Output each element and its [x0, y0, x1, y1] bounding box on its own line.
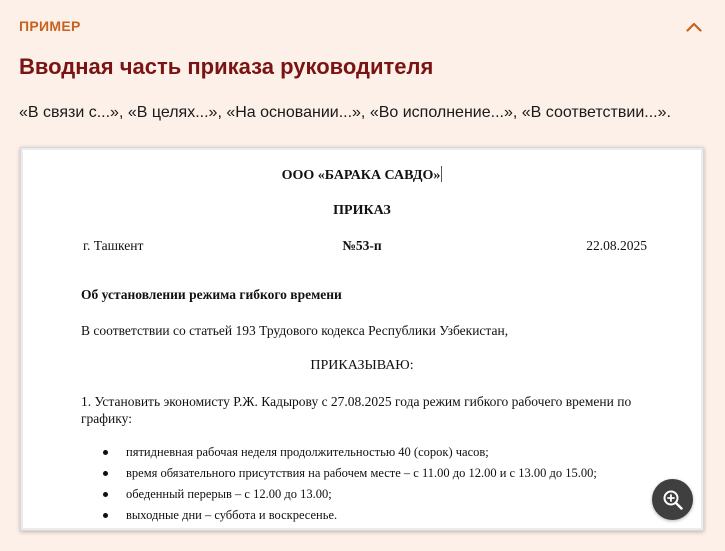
document-subject: Об установлении режима гибкого времени [81, 287, 342, 302]
document-basis: В соответствии со статьей 193 Трудового кодекса Республики Узбекистан, [81, 323, 509, 338]
organization-name-text: ООО «БАРАКА САВДО» [281, 168, 441, 183]
collapse-button[interactable] [683, 16, 705, 38]
order-document [21, 148, 703, 530]
section-header [19, 16, 709, 38]
document-number: №53-п [342, 238, 382, 253]
document-date: 22.08.2025 [586, 238, 647, 253]
list-item: выходные дни – суббота и воскресенье. [103, 506, 597, 527]
chevron-up-icon [686, 22, 702, 32]
list-item: обеденный перерыв – с 12.00 до 13.00; [103, 485, 597, 506]
page-title: Вводная часть приказа руководителя [19, 54, 434, 79]
list-item: пятидневная рабочая неделя продолжительностью 40 (сорок) часов; [103, 443, 597, 464]
text-cursor [441, 166, 442, 182]
examples-text: «В связи с...», «В целях...», «На основании...», «Во исполнение...», «В соответствии...». [19, 104, 671, 121]
order-word: ПРИКАЗЫВАЮ: [310, 358, 414, 373]
document-image [20, 147, 704, 531]
document-city: г. Ташкент [83, 238, 144, 253]
zoom-in-icon [662, 489, 684, 511]
zoom-button[interactable] [652, 479, 693, 520]
order-item-1: 1. Установить экономисту Р.Ж. Кадырову с 27.08.2025 года режим гибкого рабочего времени по графику: [81, 394, 632, 426]
example-badge: ПРИМЕР [19, 18, 81, 34]
organization-name [21, 166, 703, 184]
list-item: время обязательного присутствия на рабочем месте – с 11.00 до 12.00 и с 13.00 до 15.00; [103, 464, 597, 485]
schedule-list [103, 443, 597, 527]
document-type: ПРИКАЗ [333, 203, 391, 218]
